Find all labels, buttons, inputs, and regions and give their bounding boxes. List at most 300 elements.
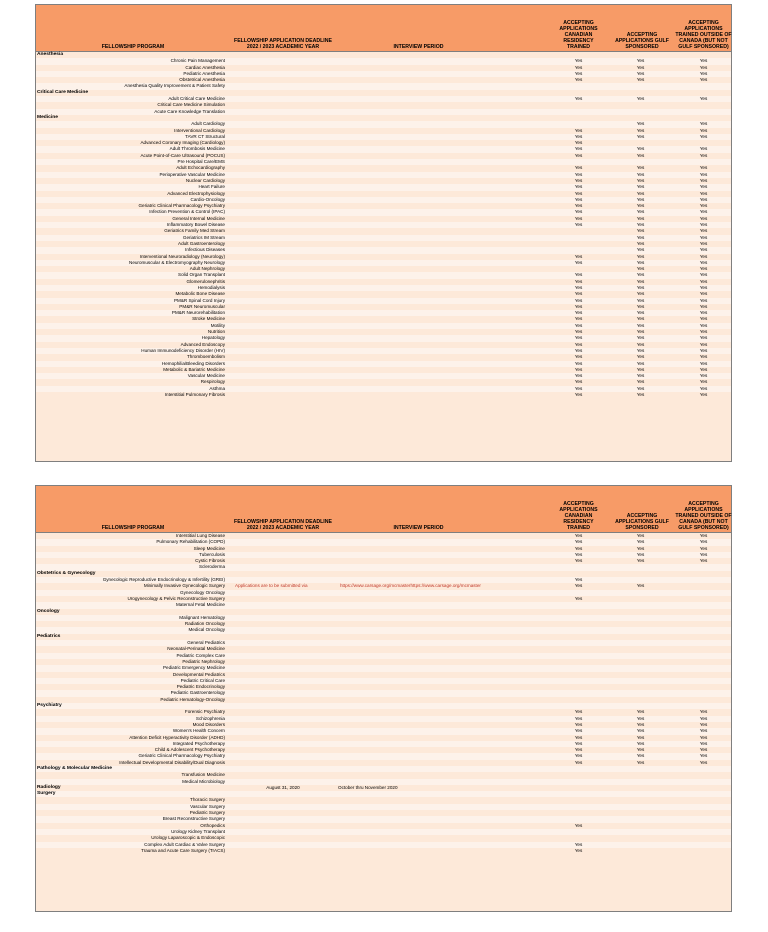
gulf-sponsored-cell: Yes: [636, 121, 645, 127]
gulf-sponsored-cell: Yes: [636, 209, 645, 215]
header-trained-outside: ACCEPTING APPLICATIONS TRAINED OUTSIDE OF CANADA (BUT NOT GULF SPONSORED): [675, 19, 732, 50]
program-name: Scleroderma: [198, 564, 225, 570]
program-name: Urogynecology & Pelvic Reconstructive Surgery: [127, 595, 225, 601]
trained-outside-cell: Yes: [699, 545, 708, 551]
program-name: Attention Deficit Hyperactivity Disorder (ADHD): [129, 734, 225, 740]
program-name: Pediatric Hematology-Oncology: [160, 696, 225, 702]
gulf-sponsored-cell: Yes: [636, 533, 645, 538]
program-name: Pediatric Emergency Medicine: [162, 665, 225, 671]
header-interview: INTERVIEW PERIOD: [393, 524, 444, 531]
trained-outside-cell: Yes: [699, 253, 708, 259]
canadian-trained-cell: Yes: [574, 316, 583, 322]
canadian-trained-cell: Yes: [574, 373, 583, 379]
canadian-trained-cell: Yes: [574, 272, 583, 278]
canadian-trained-cell: Yes: [574, 146, 583, 152]
trained-outside-cell: Yes: [699, 146, 708, 152]
canadian-trained-cell: Yes: [574, 385, 583, 391]
program-name: Adult Thrombosis Medicine: [169, 146, 225, 152]
program-name: Maternal Fetal Medicine: [175, 602, 225, 608]
program-name: Geriatric Clinical Pharmacology Psychiatry: [138, 753, 225, 759]
program-name: Advanced Electrophysiology: [167, 190, 225, 196]
gulf-sponsored-cell: Yes: [636, 228, 645, 234]
program-name: Nuclear Cardiology: [185, 177, 225, 183]
gulf-sponsored-cell: Yes: [636, 278, 645, 284]
program-name: TAVR CT Structural: [185, 133, 225, 139]
trained-outside-cell: Yes: [699, 379, 708, 385]
program-name: General Internal Medicine: [172, 215, 225, 221]
trained-outside-cell: Yes: [699, 721, 708, 727]
program-name: Malignant Hematology: [179, 614, 225, 620]
canadian-trained-cell: Yes: [574, 734, 583, 740]
program-name: Breast Reconstructive Surgery: [162, 816, 225, 822]
trained-outside-cell: Yes: [699, 96, 708, 102]
program-name: Sleep Medicine: [193, 545, 225, 551]
program-name: Cardio-Oncology: [190, 196, 225, 202]
trained-outside-cell: Yes: [699, 392, 708, 398]
header-deadline: FELLOWSHIP APPLICATION DEADLINE 2022 / 2023 ACADEMIC YEAR: [234, 37, 332, 50]
canadian-trained-cell: Yes: [574, 215, 583, 221]
fellowship-table-page-2: [35, 485, 732, 912]
canadian-trained-cell: Yes: [574, 354, 583, 360]
trained-outside-cell: Yes: [699, 558, 708, 564]
trained-outside-cell: Yes: [699, 196, 708, 202]
canadian-trained-cell: Yes: [574, 140, 583, 146]
program-name: Medical Oncology: [188, 627, 225, 633]
program-name: Vascular Medicine: [187, 373, 225, 379]
canadian-trained-cell: Yes: [574, 209, 583, 215]
program-name: Developmental Pediatrics: [172, 671, 225, 677]
deadline-cell: August 31, 2020: [266, 784, 300, 790]
canadian-trained-cell: Yes: [574, 322, 583, 328]
trained-outside-cell: Yes: [699, 715, 708, 721]
canadian-trained-cell: Yes: [574, 740, 583, 746]
canadian-trained-cell: Yes: [574, 715, 583, 721]
gulf-sponsored-cell: Yes: [636, 64, 645, 70]
gulf-sponsored-cell: Yes: [636, 753, 645, 759]
trained-outside-cell: Yes: [699, 366, 708, 372]
trained-outside-cell: Yes: [699, 316, 708, 322]
header-canadian-trained: ACCEPTING APPLICATIONS CANADIAN RESIDENCY TRAINED: [559, 19, 598, 50]
gulf-sponsored-cell: Yes: [636, 146, 645, 152]
canadian-trained-cell: Yes: [574, 284, 583, 290]
program-name: General Pediatrics: [187, 640, 225, 646]
program-name: Thoracic Surgery: [190, 797, 225, 803]
gulf-sponsored-cell: Yes: [636, 291, 645, 297]
canadian-trained-cell: Yes: [574, 291, 583, 297]
trained-outside-cell: Yes: [699, 190, 708, 196]
canadian-trained-cell: Yes: [574, 583, 583, 589]
canadian-trained-cell: Yes: [574, 203, 583, 209]
trained-outside-cell: Yes: [699, 171, 708, 177]
canadian-trained-cell: Yes: [574, 133, 583, 139]
trained-outside-cell: Yes: [699, 551, 708, 557]
program-name: Child & Adolescent Psychotherapy: [154, 747, 225, 753]
program-name: Oncology: [37, 608, 60, 614]
program-name: Schizophrenia: [195, 715, 225, 721]
program-name: Perioperative Vascular Medicine: [159, 171, 225, 177]
gulf-sponsored-cell: Yes: [636, 215, 645, 221]
program-name: Advanced Endoscopy: [180, 341, 225, 347]
canadian-trained-cell: Yes: [574, 360, 583, 366]
header-gulf-sponsored: ACCEPTING APPLICATIONS GULF SPONSORED: [615, 31, 669, 50]
program-name: Tuberculosis: [199, 551, 225, 557]
gulf-sponsored-cell: Yes: [636, 310, 645, 316]
gulf-sponsored-cell: Yes: [636, 366, 645, 372]
gulf-sponsored-cell: Yes: [636, 165, 645, 171]
program-name: Pediatric Complex Care: [176, 652, 225, 658]
trained-outside-cell: Yes: [699, 354, 708, 360]
program-name: Orthopedics: [200, 822, 225, 828]
trained-outside-cell: Yes: [699, 127, 708, 133]
interview-cell: October thru November 2020: [338, 784, 398, 790]
canadian-trained-cell: Yes: [574, 177, 583, 183]
trained-outside-cell: Yes: [699, 385, 708, 391]
trained-outside-cell: Yes: [699, 121, 708, 127]
gulf-sponsored-cell: Yes: [636, 77, 645, 83]
trained-outside-cell: Yes: [699, 329, 708, 335]
trained-outside-cell: Yes: [699, 291, 708, 297]
program-name: Critical Care Medicine Simulation: [157, 102, 225, 108]
trained-outside-cell: Yes: [699, 310, 708, 316]
program-name: Hemophilia/Bleeding Disorders: [161, 360, 225, 366]
trained-outside-cell: Yes: [699, 165, 708, 171]
canadian-trained-cell: Yes: [574, 841, 583, 847]
canadian-trained-cell: Yes: [574, 721, 583, 727]
program-name: Anesthesia: [37, 52, 64, 57]
program-name: Forensic Psychiatry: [184, 709, 225, 715]
gulf-sponsored-cell: Yes: [636, 127, 645, 133]
program-name: Transfusion Medicine: [181, 772, 225, 778]
gulf-sponsored-cell: Yes: [636, 152, 645, 158]
gulf-sponsored-cell: Yes: [636, 709, 645, 715]
trained-outside-cell: Yes: [699, 247, 708, 253]
canadian-trained-cell: Yes: [574, 58, 583, 64]
trained-outside-cell: Yes: [699, 228, 708, 234]
canadian-trained-cell: Yes: [574, 759, 583, 765]
gulf-sponsored-cell: Yes: [636, 734, 645, 740]
program-name: Neonatal-Perinatal Medicine: [167, 646, 225, 652]
program-name: Adult Echocardiography: [176, 165, 225, 171]
trained-outside-cell: Yes: [699, 533, 708, 538]
trained-outside-cell: Yes: [699, 133, 708, 139]
gulf-sponsored-cell: Yes: [636, 322, 645, 328]
gulf-sponsored-cell: Yes: [636, 234, 645, 240]
trained-outside-cell: Yes: [699, 177, 708, 183]
program-name: Radiology: [37, 784, 61, 790]
gulf-sponsored-cell: Yes: [636, 284, 645, 290]
program-name: PM&R Neurorehabilitation: [171, 310, 225, 316]
gulf-sponsored-cell: Yes: [636, 253, 645, 259]
gulf-sponsored-cell: Yes: [636, 539, 645, 545]
trained-outside-cell: Yes: [699, 203, 708, 209]
program-name: Pediatric Anesthesia: [183, 70, 225, 76]
program-name: Glomerulonephritis: [186, 278, 225, 284]
trained-outside-cell: Yes: [699, 341, 708, 347]
program-name: Pulmonary Rehabilitation (COPD): [156, 539, 225, 545]
canadian-trained-cell: Yes: [574, 709, 583, 715]
gulf-sponsored-cell: Yes: [636, 545, 645, 551]
trained-outside-cell: Yes: [699, 234, 708, 240]
canadian-trained-cell: Yes: [574, 152, 583, 158]
canadian-trained-cell: Yes: [574, 366, 583, 372]
gulf-sponsored-cell: Yes: [636, 747, 645, 753]
canadian-trained-cell: Yes: [574, 127, 583, 133]
program-name: Cardiac Anesthesia: [185, 64, 225, 70]
program-name: Infection Prevention & Control (IPAC): [149, 209, 225, 215]
trained-outside-cell: Yes: [699, 278, 708, 284]
program-name: Respirology: [200, 379, 225, 385]
program-name: Minimally Invasive Gynecologic Surgery: [143, 583, 225, 589]
interview-cell: https://www.carsage.org/mcmasterhttps://www.carsage.org/mcmaster: [340, 583, 481, 589]
header-deadline: FELLOWSHIP APPLICATION DEADLINE 2022 / 2023 ACADEMIC YEAR: [234, 518, 332, 531]
canadian-trained-cell: Yes: [574, 545, 583, 551]
gulf-sponsored-cell: Yes: [636, 354, 645, 360]
gulf-sponsored-cell: Yes: [636, 715, 645, 721]
program-name: Inflammatory Bowel Disease: [166, 222, 225, 228]
canadian-trained-cell: Yes: [574, 96, 583, 102]
program-name: Hemodialysis: [197, 284, 225, 290]
program-name: Pediatric Nephrology: [182, 658, 225, 664]
gulf-sponsored-cell: Yes: [636, 341, 645, 347]
program-name: Pediatric Endocrinology: [176, 684, 225, 690]
trained-outside-cell: Yes: [699, 209, 708, 215]
canadian-trained-cell: Yes: [574, 310, 583, 316]
trained-outside-cell: Yes: [699, 222, 708, 228]
program-name: Asthma: [209, 385, 225, 391]
trained-outside-cell: Yes: [699, 347, 708, 353]
trained-outside-cell: Yes: [699, 753, 708, 759]
trained-outside-cell: Yes: [699, 184, 708, 190]
table-body: [36, 533, 731, 854]
program-name: Intellectual Developmental Disability/Dual Diagnosis: [119, 759, 225, 765]
canadian-trained-cell: Yes: [574, 165, 583, 171]
gulf-sponsored-cell: Yes: [636, 728, 645, 734]
program-name: Interventional Neuroradiology (Neurology): [139, 253, 225, 259]
trained-outside-cell: Yes: [699, 266, 708, 272]
program-name: PM&R Neuromuscular: [179, 303, 225, 309]
program-name: Vascular Surgery: [190, 803, 225, 809]
trained-outside-cell: Yes: [699, 284, 708, 290]
program-name: Interventional Cardiology: [174, 127, 225, 133]
program-name: Surgery: [37, 791, 56, 797]
program-name: Heart Failure: [198, 184, 225, 190]
trained-outside-cell: Yes: [699, 58, 708, 64]
gulf-sponsored-cell: Yes: [636, 392, 645, 398]
canadian-trained-cell: Yes: [574, 847, 583, 853]
canadian-trained-cell: Yes: [574, 77, 583, 83]
canadian-trained-cell: Yes: [574, 822, 583, 828]
canadian-trained-cell: Yes: [574, 728, 583, 734]
canadian-trained-cell: Yes: [574, 70, 583, 76]
trained-outside-cell: Yes: [699, 373, 708, 379]
trained-outside-cell: Yes: [699, 747, 708, 753]
canadian-trained-cell: Yes: [574, 347, 583, 353]
canadian-trained-cell: Yes: [574, 303, 583, 309]
program-name: Geriatrics Family Med Stream: [164, 228, 225, 234]
canadian-trained-cell: Yes: [574, 533, 583, 538]
program-name: Solid Organ Transplant: [178, 272, 225, 278]
gulf-sponsored-cell: Yes: [636, 96, 645, 102]
program-name: Obstetrics & Gynecology: [37, 570, 96, 576]
gulf-sponsored-cell: Yes: [636, 316, 645, 322]
program-name: Anesthesia Quality Improvement & Patient Safety: [124, 83, 225, 89]
program-name: Cystic Fibrosis: [195, 558, 225, 564]
gulf-sponsored-cell: Yes: [636, 222, 645, 228]
gulf-sponsored-cell: Yes: [636, 583, 645, 589]
program-name: Human Immunodeficiency Disorder (HIV): [141, 347, 225, 353]
gulf-sponsored-cell: Yes: [636, 259, 645, 265]
canadian-trained-cell: Yes: [574, 551, 583, 557]
gulf-sponsored-cell: Yes: [636, 385, 645, 391]
program-name: Infectious Diseases: [185, 247, 225, 253]
gulf-sponsored-cell: Yes: [636, 759, 645, 765]
program-name: Medical Microbiology: [182, 778, 225, 784]
program-name: Complex Adult Cardiac & Valve Surgery: [144, 841, 225, 847]
table-header: [36, 5, 731, 52]
table-body: [36, 52, 731, 398]
header-canadian-trained: ACCEPTING APPLICATIONS CANADIAN RESIDENCY TRAINED: [559, 500, 598, 531]
canadian-trained-cell: Yes: [574, 753, 583, 759]
program-name: Pediatric Critical Care: [180, 677, 225, 683]
canadian-trained-cell: Yes: [574, 278, 583, 284]
canadian-trained-cell: Yes: [574, 539, 583, 545]
program-name: Integrated Psychotherapy: [172, 740, 225, 746]
canadian-trained-cell: Yes: [574, 297, 583, 303]
program-name: Adult Nephrology: [189, 266, 225, 272]
trained-outside-cell: Yes: [699, 259, 708, 265]
program-name: Hepatology: [201, 335, 225, 341]
trained-outside-cell: Yes: [699, 740, 708, 746]
gulf-sponsored-cell: Yes: [636, 171, 645, 177]
gulf-sponsored-cell: Yes: [636, 558, 645, 564]
canadian-trained-cell: Yes: [574, 253, 583, 259]
header-program: FELLOWSHIP PROGRAM: [101, 524, 165, 531]
canadian-trained-cell: Yes: [574, 747, 583, 753]
gulf-sponsored-cell: Yes: [636, 203, 645, 209]
header-program: FELLOWSHIP PROGRAM: [101, 43, 165, 50]
program-name: Critical Care Medicine: [37, 89, 89, 95]
gulf-sponsored-cell: Yes: [636, 360, 645, 366]
trained-outside-cell: Yes: [699, 322, 708, 328]
canadian-trained-cell: Yes: [574, 341, 583, 347]
gulf-sponsored-cell: Yes: [636, 190, 645, 196]
program-name: Advanced Coronary Imaging (Cardiology): [140, 140, 225, 146]
canadian-trained-cell: Yes: [574, 190, 583, 196]
program-name: Nutrition: [207, 329, 225, 335]
canadian-trained-cell: Yes: [574, 577, 583, 583]
trained-outside-cell: Yes: [699, 335, 708, 341]
gulf-sponsored-cell: Yes: [636, 740, 645, 746]
program-name: Geriatrics IM Stream: [182, 234, 225, 240]
program-name: Pathology & Molecular Medicine: [37, 765, 113, 771]
table-row: [36, 848, 731, 854]
gulf-sponsored-cell: Yes: [636, 184, 645, 190]
program-name: Medicine: [37, 114, 58, 120]
trained-outside-cell: Yes: [699, 297, 708, 303]
header-trained-outside: ACCEPTING APPLICATIONS TRAINED OUTSIDE OF CANADA (BUT NOT GULF SPONSORED): [675, 500, 732, 531]
trained-outside-cell: Yes: [699, 272, 708, 278]
program-name: Mood Disorders: [192, 721, 225, 727]
gulf-sponsored-cell: Yes: [636, 272, 645, 278]
canadian-trained-cell: Yes: [574, 184, 583, 190]
trained-outside-cell: Yes: [699, 728, 708, 734]
program-name: Pre Hospital Care/EMS: [177, 159, 225, 165]
program-name: Gynecology Oncology: [180, 589, 225, 595]
canadian-trained-cell: Yes: [574, 196, 583, 202]
canadian-trained-cell: Yes: [574, 558, 583, 564]
trained-outside-cell: Yes: [699, 152, 708, 158]
header-interview: INTERVIEW PERIOD: [393, 43, 444, 50]
gulf-sponsored-cell: Yes: [636, 297, 645, 303]
program-name: Metabolic Bone Disease: [175, 291, 225, 297]
program-name: Women's Health Concern: [172, 728, 225, 734]
program-name: Pediatric Surgery: [189, 810, 225, 816]
program-name: Trauma and Acute Care Surgery (TrACS): [141, 847, 225, 853]
fellowship-table-page-1: [35, 4, 732, 462]
program-name: Acute Point-of-Care Ultrasound (POCUS): [140, 152, 225, 158]
program-name: Adult Cardiology: [191, 121, 225, 127]
canadian-trained-cell: Yes: [574, 64, 583, 70]
trained-outside-cell: Yes: [699, 240, 708, 246]
canadian-trained-cell: Yes: [574, 335, 583, 341]
program-name: Pediatrics: [37, 633, 61, 639]
program-name: Obstetrical Anesthesia: [179, 77, 225, 83]
program-name: Thromboembolism: [186, 354, 225, 360]
program-name: Interstitial Lung Disease: [175, 533, 225, 538]
table-row: [36, 392, 731, 398]
program-name: Geriatric Clinical Pharmacology Psychiatry: [138, 203, 225, 209]
gulf-sponsored-cell: Yes: [636, 133, 645, 139]
trained-outside-cell: Yes: [699, 215, 708, 221]
program-name: Adult Gastroenterology: [178, 240, 225, 246]
canadian-trained-cell: Yes: [574, 329, 583, 335]
gulf-sponsored-cell: Yes: [636, 70, 645, 76]
gulf-sponsored-cell: Yes: [636, 373, 645, 379]
trained-outside-cell: Yes: [699, 759, 708, 765]
canadian-trained-cell: Yes: [574, 259, 583, 265]
canadian-trained-cell: Yes: [574, 392, 583, 398]
program-name: Radiation Oncology: [184, 621, 225, 627]
canadian-trained-cell: Yes: [574, 171, 583, 177]
program-name: Acute Care Knowledge Translation: [154, 108, 225, 114]
deadline-cell: Applications are to be submitted via: [235, 583, 308, 589]
program-name: Neuromuscular & Electromyography Neurology: [129, 259, 225, 265]
trained-outside-cell: Yes: [699, 539, 708, 545]
table-header: [36, 486, 731, 533]
program-name: Adult Critical Care Medicine: [168, 96, 225, 102]
program-name: Gynecologic Reproductive Endocrinology & Infertility (GREI): [102, 577, 225, 583]
program-name: Psychiatry: [37, 703, 62, 709]
gulf-sponsored-cell: Yes: [636, 329, 645, 335]
gulf-sponsored-cell: Yes: [636, 266, 645, 272]
trained-outside-cell: Yes: [699, 734, 708, 740]
gulf-sponsored-cell: Yes: [636, 335, 645, 341]
program-name: Stroke Medicine: [192, 316, 225, 322]
gulf-sponsored-cell: Yes: [636, 196, 645, 202]
gulf-sponsored-cell: Yes: [636, 303, 645, 309]
program-name: Motility: [210, 322, 225, 328]
canadian-trained-cell: Yes: [574, 379, 583, 385]
trained-outside-cell: Yes: [699, 709, 708, 715]
gulf-sponsored-cell: Yes: [636, 721, 645, 727]
program-name: Urology Kidney Transplant: [171, 828, 225, 834]
program-name: Pediatric Gastroenterology: [170, 690, 225, 696]
header-gulf-sponsored: ACCEPTING APPLICATIONS GULF SPONSORED: [615, 512, 669, 531]
trained-outside-cell: Yes: [699, 77, 708, 83]
program-name: Urology Laparoscopic & Endoscopic: [151, 835, 225, 841]
canadian-trained-cell: Yes: [574, 595, 583, 601]
gulf-sponsored-cell: Yes: [636, 551, 645, 557]
